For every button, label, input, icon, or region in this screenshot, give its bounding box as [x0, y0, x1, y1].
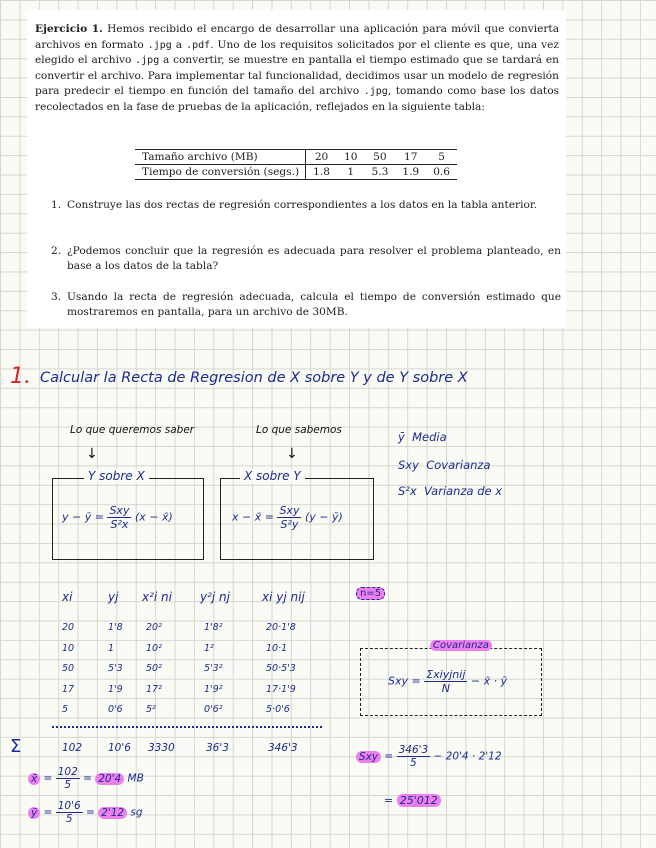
formula-rhs: (x − x̄) [134, 510, 173, 524]
table-cell: 0.6 [426, 165, 457, 180]
fraction-num: Sxy [279, 504, 300, 517]
hw-table-cell: 10² [146, 642, 162, 654]
legend-desc: Covarianza [426, 458, 491, 472]
legend-desc: Media [412, 430, 447, 444]
legend-symbol: ȳ [398, 430, 405, 444]
data-table [135, 149, 457, 180]
col-header: y²j nj [200, 590, 230, 604]
mean-y-unit: sg [130, 806, 143, 819]
hw-table-cell: 10·1 [266, 642, 288, 654]
sample-size: n=5 [356, 587, 385, 600]
notes-heading-number: 1. [10, 364, 31, 389]
sum-cell: 3330 [148, 742, 175, 754]
formula-lhs: y − ȳ = [62, 510, 104, 524]
hw-table-cell: 1'9 [108, 683, 123, 695]
box2-title: X sobre Y [240, 469, 305, 483]
table-cell: 5 [426, 150, 457, 165]
format-jpg: .jpg [147, 39, 172, 51]
hw-table-cell: 5² [146, 704, 156, 715]
hw-table-cell: 50·5'3 [266, 663, 296, 674]
statement-part: . Uno de los requisitos solicitados por el cliente es que, una vez elegido el archivo [35, 38, 559, 67]
question-number: 3. [51, 291, 62, 303]
table-row-label: Tamaño archivo (MB) [135, 150, 306, 165]
hw-table-cell: 1'9² [204, 683, 223, 695]
formula-fraction [277, 504, 301, 531]
sum-cell: 102 [62, 742, 83, 754]
hw-table-cell: 1'8 [108, 622, 123, 633]
formula-fraction [424, 668, 467, 695]
hw-table-cell: 20² [146, 622, 162, 633]
hw-table-cell: 17·1'9 [266, 683, 296, 695]
statement-part: , tomando como base los datos recolectados en la fase de pruebas de la aplicación, reflejados en la siguiente tabla: [35, 85, 560, 113]
mean-y: ȳ = $\frac{10'6}{5}$ = 2'12 sg [28, 800, 143, 825]
hw-table-cell: 50² [146, 663, 162, 674]
statement-part: a convertir, se muestre en pantalla el tiempo estimado que se tardará en convertir el archivo. Para implementar tal funcionalidad, decidimos usar un modelo de regresión para predecir el tiempo en función del tamaño del archivo [35, 54, 559, 98]
hw-table-cell: 20 [62, 622, 75, 633]
legend-symbol: S²x [398, 484, 417, 498]
hw-table-cell: 17 [62, 683, 75, 695]
mean-x-symbol: x̄ [28, 773, 40, 785]
sxy-result [384, 794, 441, 807]
left-column-label: Lo que queremos saber [70, 424, 195, 436]
sum-cell: 36'3 [206, 742, 229, 754]
formula-rhs: − 20'4 · 2'12 [433, 750, 502, 763]
question-1 [51, 198, 561, 213]
formula-rhs: − x̄ · ȳ [470, 674, 508, 688]
equals-sign: = [384, 794, 394, 807]
formula-fraction [56, 800, 83, 825]
covariance-formula [388, 668, 507, 695]
table-row [135, 150, 457, 165]
hw-table-cell: 17² [146, 683, 162, 695]
question-3 [51, 290, 561, 320]
question-2 [51, 244, 561, 274]
mean-x: x̄ = $\frac{102}{5}$ = 20'4 MB [28, 766, 144, 791]
statement-part: a [171, 38, 187, 51]
hw-table-cell: 0'6² [204, 704, 223, 715]
fraction-den: 5 [410, 757, 417, 769]
sxy-symbol: Sxy [356, 751, 381, 763]
hw-table-cell: 5'3 [108, 663, 123, 674]
hw-table-cell: 20·1'8 [266, 622, 296, 633]
hw-table-cell: 10 [62, 642, 75, 654]
sum-symbol: Σ [10, 736, 22, 757]
table-cell: 10 [337, 150, 364, 165]
box1-title: Y sobre X [84, 469, 149, 483]
question-text: ¿Podemos concluir que la regresión es adecuada para resolver el problema planteado, en base a los datos de la tabla? [67, 245, 561, 272]
statement-part: Hemos recibido el encargo de desarrollar una aplicación para móvil que convierta archivos en formato [35, 23, 560, 51]
right-column-label: Lo que sabemos [256, 424, 342, 436]
table-cell: 1 [337, 165, 364, 180]
exercise-statement [35, 22, 559, 116]
exercise-panel [27, 10, 566, 328]
mean-x-unit: MB [127, 772, 144, 785]
arrow-down-icon: ↓ [86, 446, 98, 462]
hw-table-cell: 5·0'6 [266, 704, 290, 715]
table-cell: 17 [395, 150, 426, 165]
format-pdf: .pdf [186, 39, 211, 51]
fraction-den: S²x [110, 518, 129, 531]
formula-fraction [107, 504, 131, 531]
legend-symbol: Sxy [398, 458, 419, 472]
fraction-num: 102 [57, 766, 78, 778]
hw-table-cell: 50 [62, 663, 75, 674]
hw-table-cell: 1² [204, 642, 214, 654]
sum-cell: 346'3 [268, 742, 298, 754]
fraction-num: Σxiyjnij [426, 668, 466, 681]
legend-item [398, 458, 491, 472]
formula-fraction [397, 744, 431, 769]
arrow-down-icon: ↓ [286, 446, 298, 462]
hw-table-cell: 1 [108, 642, 115, 654]
formula-lhs: Sxy = [388, 674, 421, 688]
box1-formula [62, 504, 173, 531]
fraction-num: 346'3 [398, 744, 429, 756]
mean-y-value: 2'12 [98, 807, 127, 819]
sample-size-badge [356, 588, 385, 599]
col-header: xi yj nij [262, 590, 305, 604]
col-header: yj [108, 590, 119, 604]
format-jpg: .jpg [135, 55, 160, 67]
legend-item [398, 484, 502, 498]
sum-cell: 10'6 [108, 742, 131, 754]
fraction-num: 10'6 [57, 800, 81, 812]
table-cell: 1.9 [395, 165, 426, 180]
sxy-computation: Sxy = $\frac{346'3}{5}$ − 20'4 · 2'12 [356, 744, 502, 769]
covariance-tag-text: Covarianza [430, 640, 492, 651]
sxy-result-value: 25'012 [397, 794, 441, 807]
question-number: 2. [51, 245, 62, 257]
fraction-den: S²y [280, 518, 299, 531]
formula-rhs: (y − ȳ) [304, 510, 343, 524]
table-cell: 5.3 [364, 165, 395, 180]
hw-table-cell: 0'6 [108, 704, 123, 715]
formula-lhs: x − x̄ = [232, 510, 274, 524]
col-header: x²i ni [142, 590, 172, 604]
exercise-title: Ejercicio 1. [35, 23, 103, 35]
notes-heading: Calcular la Recta de Regresion de X sobre Y y de Y sobre X [40, 370, 468, 386]
hw-table-cell: 1'8² [204, 622, 223, 633]
table-cell: 50 [364, 150, 395, 165]
legend-desc: Varianza de x [424, 484, 503, 498]
legend-item [398, 430, 447, 444]
formula-fraction [56, 766, 80, 791]
mean-x-value: 20'4 [95, 773, 124, 785]
sum-divider [52, 726, 322, 728]
hw-table-cell: 5'3² [204, 663, 223, 674]
fraction-num: Sxy [109, 504, 130, 517]
table-row-label: Tiempo de conversión (segs.) [135, 165, 306, 180]
mean-y-symbol: ȳ [28, 807, 40, 819]
covariance-tag [430, 640, 492, 651]
question-text: Usando la recta de regresión adecuada, calcula el tiempo de conversión estimado que mostraremos en pantalla, para un archivo de 30MB. [67, 291, 561, 318]
fraction-den: 5 [64, 779, 72, 791]
box2-formula [232, 504, 343, 531]
format-jpg: .jpg [363, 86, 388, 98]
table-cell: 20 [306, 150, 337, 165]
fraction-den: 5 [65, 813, 73, 825]
hw-table-cell: 5 [62, 704, 69, 715]
table-row [135, 165, 457, 180]
fraction-den: N [441, 682, 450, 695]
col-header: xi [62, 590, 73, 604]
question-text: Construye las dos rectas de regresión correspondientes a los datos en la tabla anterior. [67, 199, 538, 211]
table-cell: 1.8 [306, 165, 337, 180]
question-number: 1. [51, 199, 62, 211]
